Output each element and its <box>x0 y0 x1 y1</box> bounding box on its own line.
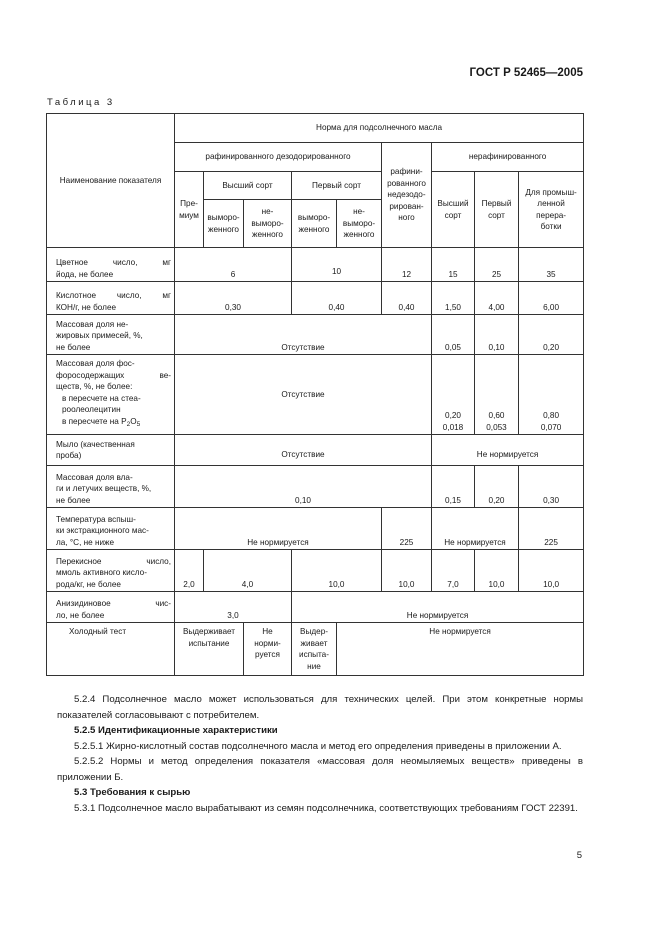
paragraph-5-2-5-1: 5.2.5.1 Жирно-кислотный состав подсолнечного масла и метод его определения приведены в приложении А. <box>74 740 562 752</box>
row-peroxide-number: Перекисное число, ммоль активного кисло- рода/кг, не более 2,0 4,0 10,0 10,0 7,0 10,0 10,0 <box>47 550 584 592</box>
heading-5-3: 5.3 Требования к сырью <box>74 787 191 798</box>
table-3 <box>46 113 584 676</box>
header-unrefined-top: Высший сорт <box>432 172 475 248</box>
row-anisidine-number: Анизидиновое чис- ло, не более 3,0 Не нормируется <box>47 592 584 623</box>
header-top-frozen: выморо- женного <box>204 200 244 248</box>
header-first-unfrozen: не- выморо- женного <box>337 200 382 248</box>
header-premium: Пре- миум <box>175 172 204 248</box>
body-text <box>57 692 583 816</box>
page-number: 5 <box>576 850 582 861</box>
row-cold-test: Холодный тест Выдерживает испытание Не норми- руется Выдер- живает испыта- ние Не нормируется <box>47 623 584 676</box>
table-caption: Таблица 3 <box>47 97 115 108</box>
document-id: ГОСТ Р 52465—2005 <box>469 67 583 79</box>
header-refined-not-deodorized: рафини- рованного недезодо- рирован- ного <box>382 143 432 248</box>
paragraph-5-2-5-2: 5.2.5.2 Нормы и метод определения показателя «массовая доля неомыляемых веществ» приведены в приложении Б. <box>57 756 583 783</box>
row-phosphorus-substances: Массовая доля фос- форосодержащих ве- ществ, %, не более: в пересчете на стеа- роолеолецитин в пересчете на $P_2O_5$ Отсутствие 0,20 0,018 0,60 0,053 0,80 0,070 <box>47 355 584 435</box>
row-acid-number: Кислотное число, мг КОН/г, не более 0,30 0,40 0,40 1,50 4,00 6,00 <box>47 282 584 315</box>
row-color-number: Цветное число, мг йода, не более 6 10 12 15 25 35 <box>47 248 584 282</box>
header-unrefined: нерафинированного <box>432 143 584 172</box>
paragraph-5-3-1: 5.3.1 Подсолнечное масло вырабатывают из семян подсолнечника, соответствующих требованиям ГОСТ 22391. <box>74 802 578 814</box>
header-refined: рафинированного дезодорированного <box>175 143 382 172</box>
row-flash-point: Температура вспыш- ки экстракционного мас- ла, °С, не ниже Не нормируется 225 Не нормируется 225 <box>47 508 584 550</box>
header-industrial: Для промыш- ленной перера- ботки <box>519 172 584 248</box>
header-norm: Норма для подсолнечного масла <box>175 114 584 143</box>
header-first-grade: Первый сорт <box>292 172 382 200</box>
row-soap: Мыло (качественная проба) Отсутствие Не нормируется <box>47 435 584 466</box>
header-indicator: Наименование показателя <box>47 114 175 248</box>
paragraph-5-2-4: 5.2.4 Подсолнечное масло может использоваться для технических целей. При этом конкретные нормы показателей согласовывают с потребителем. <box>57 694 583 721</box>
row-moisture: Массовая доля вла- ги и летучих веществ, %, не более 0,10 0,15 0,20 0,30 <box>47 466 584 508</box>
row-nonfat-impurities: Массовая доля не- жировых примесей, %, не более Отсутствие 0,05 0,10 0,20 <box>47 315 584 355</box>
header-top-unfrozen: не- выморо- женного <box>244 200 292 248</box>
heading-5-2-5: 5.2.5 Идентификационные характеристики <box>74 725 278 736</box>
header-unrefined-first: Первый сорт <box>475 172 519 248</box>
header-first-frozen: выморо- женного <box>292 200 337 248</box>
header-top-grade: Высший сорт <box>204 172 292 200</box>
